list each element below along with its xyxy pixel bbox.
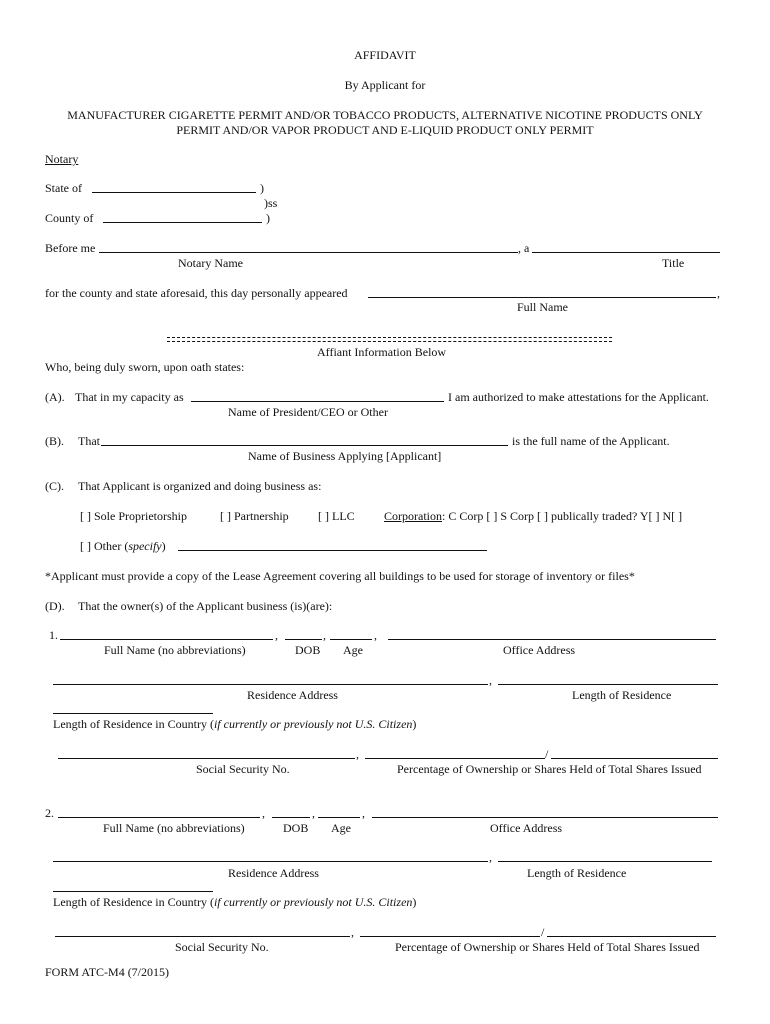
section-b-caption: Name of Business Applying [Applicant] xyxy=(248,449,442,463)
partnership-checkbox[interactable]: [ ] Partnership xyxy=(220,509,289,523)
section-b-text: That xyxy=(78,434,100,448)
owner-1-dob-caption: DOB xyxy=(295,643,321,657)
owner-1-age-field[interactable] xyxy=(330,639,372,640)
affiant-full-name-field[interactable] xyxy=(368,297,716,298)
before-me-label: Before me xyxy=(45,241,96,255)
county-paren: ) xyxy=(266,211,270,225)
owner-1-residence-caption: Residence Address xyxy=(247,688,338,702)
owner-2-length-in-country-field[interactable] xyxy=(53,891,213,892)
divider-caption: Affiant Information Below xyxy=(317,345,447,359)
corporation-options[interactable] xyxy=(384,509,682,523)
owner-2-residence-address-field[interactable] xyxy=(53,861,488,862)
corporation-checkboxes[interactable]: : C Corp [ ] S Corp [ ] publically traded? Y[ ] N[ ] xyxy=(442,509,683,523)
state-label: State of xyxy=(45,181,82,195)
section-divider xyxy=(167,337,612,342)
notary-name-caption: Notary Name xyxy=(178,256,243,270)
owner-2-comma: , xyxy=(351,925,354,939)
form-number-footer: FORM ATC-M4 (7/2015) xyxy=(45,965,170,979)
form-subtitle: By Applicant for xyxy=(344,78,426,92)
owner-1-length-country-caption: Length of Residence in Country (if currently or previously not U.S. Citizen) xyxy=(53,717,417,731)
owner-1-slash: / xyxy=(545,747,549,761)
owner-2-full-name-field[interactable] xyxy=(58,817,260,818)
sworn-statement: Who, being duly sworn, upon oath states: xyxy=(45,360,245,374)
owner-2-full-name-caption: Full Name (no abbreviations) xyxy=(103,821,245,835)
section-b-suffix: is the full name of the Applicant. xyxy=(512,434,670,448)
permit-title-line-1: MANUFACTURER CIGARETTE PERMIT AND/OR TOBACCO PRODUCTS, ALTERNATIVE NICOTINE PRODUCTS ONLY xyxy=(67,108,703,122)
owner-1-comma: , xyxy=(489,673,492,687)
owner-2-dob-field[interactable] xyxy=(272,817,310,818)
owner-1-percent-caption: Percentage of Ownership or Shares Held of Total Shares Issued xyxy=(397,762,702,776)
other-prefix: [ ] Other ( xyxy=(80,539,129,553)
owner-1-comma: , xyxy=(356,747,359,761)
owner-2-length-residence-caption: Length of Residence xyxy=(527,866,627,880)
owner-2-comma: , xyxy=(312,806,315,820)
sole-proprietorship-checkbox[interactable]: [ ] Sole Proprietorship xyxy=(80,509,187,523)
owner-2-number: 2. xyxy=(45,806,54,820)
section-c-label: (C). xyxy=(45,479,64,493)
owner-1-comma: , xyxy=(275,628,278,642)
owner-2-length-of-residence-field[interactable] xyxy=(498,861,712,862)
comma-mark: , xyxy=(717,286,720,300)
section-a-caption: Name of President/CEO or Other xyxy=(228,405,388,419)
owner-1-length-in-country-field[interactable] xyxy=(53,713,213,714)
owner-1-ssn-caption: Social Security No. xyxy=(196,762,290,776)
business-name-field[interactable] xyxy=(101,445,508,446)
full-name-caption: Full Name xyxy=(517,300,568,314)
llc-checkbox[interactable]: [ ] LLC xyxy=(318,509,355,523)
ss-mark: )ss xyxy=(264,196,278,210)
owner-1-full-name-caption: Full Name (no abbreviations) xyxy=(104,643,246,657)
owner-2-ssn-caption: Social Security No. xyxy=(175,940,269,954)
form-title: AFFIDAVIT xyxy=(354,48,416,62)
corporation-label: Corporation xyxy=(384,509,442,523)
owner-2-percent-caption: Percentage of Ownership or Shares Held of Total Shares Issued xyxy=(395,940,700,954)
section-a-text: That in my capacity as xyxy=(75,390,184,404)
notary-heading: Notary xyxy=(45,152,79,166)
permit-title-line-2: PERMIT AND/OR VAPOR PRODUCT AND E-LIQUID PRODUCT ONLY PERMIT xyxy=(176,123,594,137)
owner-2-comma: , xyxy=(362,806,365,820)
state-field[interactable] xyxy=(92,192,256,193)
owner-1-comma: , xyxy=(323,628,326,642)
owner-1-number: 1. xyxy=(49,628,58,642)
owner-2-age-caption: Age xyxy=(331,821,351,835)
owner-1-length-residence-caption: Length of Residence xyxy=(572,688,672,702)
state-paren: ) xyxy=(260,181,264,195)
county-field[interactable] xyxy=(103,222,262,223)
section-d-label: (D). xyxy=(45,599,65,613)
owner-2-dob-caption: DOB xyxy=(283,821,309,835)
owner-1-full-name-field[interactable] xyxy=(60,639,273,640)
owner-2-office-address-field[interactable] xyxy=(372,817,718,818)
owner-2-residence-caption: Residence Address xyxy=(228,866,319,880)
county-label: County of xyxy=(45,211,94,225)
owner-1-total-shares-field[interactable] xyxy=(551,758,718,759)
other-suffix: ) xyxy=(161,539,166,553)
owner-1-comma: , xyxy=(374,628,377,642)
section-b-label: (B). xyxy=(45,434,64,448)
owner-1-ownership-percent-field[interactable] xyxy=(365,758,545,759)
owner-1-ssn-field[interactable] xyxy=(58,758,355,759)
owner-1-length-of-residence-field[interactable] xyxy=(498,684,718,685)
notary-name-field[interactable] xyxy=(99,252,518,253)
other-specify-field[interactable] xyxy=(178,550,487,551)
owner-2-ownership-percent-field[interactable] xyxy=(360,936,540,937)
owner-1-office-address-field[interactable] xyxy=(388,639,716,640)
owner-2-office-caption: Office Address xyxy=(490,821,563,835)
owner-2-age-field[interactable] xyxy=(318,817,360,818)
owner-2-slash: / xyxy=(541,925,545,939)
owner-1-residence-address-field[interactable] xyxy=(53,684,488,685)
owner-2-length-country-caption: Length of Residence in Country (if currently or previously not U.S. Citizen) xyxy=(53,895,417,909)
section-a-suffix: I am authorized to make attestations for the Applicant. xyxy=(448,390,709,404)
capacity-field[interactable] xyxy=(191,401,444,402)
section-d-text: That the owner(s) of the Applicant business (is)(are): xyxy=(78,599,333,613)
title-caption: Title xyxy=(662,256,685,270)
other-checkbox[interactable] xyxy=(80,539,166,553)
a-label: , a xyxy=(518,241,530,255)
owner-2-ssn-field[interactable] xyxy=(55,936,350,937)
lease-note: *Applicant must provide a copy of the Lease Agreement covering all buildings to be used for storage of inventory or files* xyxy=(45,569,635,583)
section-a-label: (A). xyxy=(45,390,65,404)
section-c-text: That Applicant is organized and doing business as: xyxy=(78,479,322,493)
other-specify: specify xyxy=(128,539,162,553)
owner-1-office-caption: Office Address xyxy=(503,643,576,657)
owner-2-comma: , xyxy=(262,806,265,820)
notary-title-field[interactable] xyxy=(532,252,720,253)
owner-1-age-caption: Age xyxy=(343,643,363,657)
owner-2-total-shares-field[interactable] xyxy=(547,936,716,937)
owner-1-dob-field[interactable] xyxy=(285,639,322,640)
county-state-statement: for the county and state aforesaid, this day personally appeared xyxy=(45,286,348,300)
owner-2-comma: , xyxy=(489,850,492,864)
